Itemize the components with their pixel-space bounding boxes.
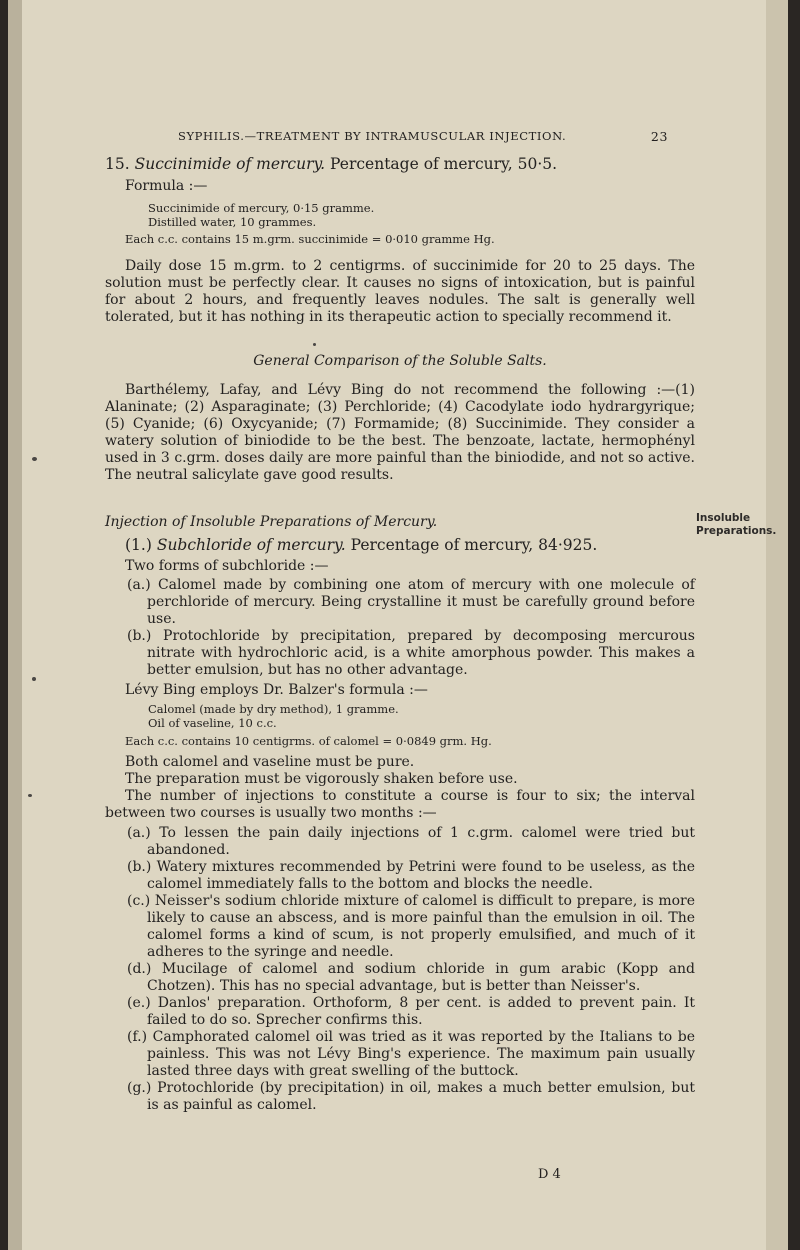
list-item: (a.) To lessen the pain daily injections of 1 c.grm. calomel were tried but abandoned. [127, 825, 695, 858]
formula-intro: Lévy Bing employs Dr. Balzer's formula :— [125, 682, 428, 698]
list-item: (f.) Camphorated calomel oil was tried as it was reported by the Italians to be painless. This was not Lévy Bing's experience. The maximum pain usually lasted three days with great swelling of the buttock. [127, 1029, 695, 1079]
list-item: (a.) Calomel made by combining one atom of mercury with one molecule of perchloride of mercury. Being crystalline it must be carefully ground before use. [127, 577, 695, 627]
page-number: 23 [650, 129, 668, 144]
book-page [8, 0, 788, 1250]
general-paragraph: Barthélemy, Lafay, and Lévy Bing do not recommend the following :—(1) Alaninate; (2) Asparaginate; (3) Perchloride; (4) Cacodylate iodo hydrargyrique; (5) Cyanide; (6) Oxycyanide; (7) Formamide; (8) Succinimide. They consider a watery solution of biniodide to be the best. The benzoate, lactate, hermophényl used in 3 c.grm. doses daily are more painful than the biniodide, and not so active. The neutral salicylate gave good results. [105, 382, 695, 483]
method-list [105, 825, 695, 1114]
item-title: Subchloride of mercury. [156, 536, 346, 554]
list-item: (e.) Danlos' preparation. Orthoform, 8 per cent. is added to prevent pain. It failed to do so. Sprecher confirms this. [127, 995, 695, 1028]
page-outer-edge [766, 0, 788, 1250]
item-percentage: Percentage of mercury, 84·925. [350, 536, 598, 554]
ink-speck [32, 457, 37, 461]
running-title: SYPHILIS.—TREATMENT BY INTRAMUSCULAR INJECTION. [178, 129, 567, 143]
list-item: (c.) Neisser's sodium chloride mixture of calomel is difficult to prepare, is more likely to cause an abscess, and is more painful than the emulsion in oil. The calomel forms a kind of scum, is not properly emulsified, and much of it adheres to the syringe and needle. [127, 893, 695, 960]
concentration-note: Each c.c. contains 15 m.grm. succinimide = 0·010 gramme Hg. [125, 232, 495, 246]
section-heading [105, 514, 695, 531]
insoluble-heading-text: Injection of Insoluble Preparations of Mercury. [105, 514, 438, 530]
item-title: Succinimide of mercury. [134, 155, 326, 173]
formula-line: Succinimide of mercury, 0·15 gramme. [148, 201, 375, 215]
ink-speck [313, 343, 316, 346]
margin-note: Insoluble Preparations. [696, 512, 777, 537]
section-heading [105, 353, 695, 370]
succinimide-heading [105, 154, 695, 174]
list-item: (d.) Mucilage of calomel and sodium chloride in gum arabic (Kopp and Chotzen). This has no special advantage, but is better than Neisser's. [127, 961, 695, 994]
general-heading-text: General Comparison of the Soluble Salts. [253, 353, 547, 369]
formula-label: Formula :— [125, 178, 208, 194]
item-number: 15. [105, 155, 130, 173]
formula-line: Oil of vaseline, 10 c.c. [148, 716, 277, 730]
formula-line: Distilled water, 10 grammes. [148, 215, 317, 229]
text-line: Both calomel and vaseline must be pure. [125, 754, 415, 770]
list-item: (b.) Watery mixtures recommended by Petrini were found to be useless, as the calomel immediately falls to the bottom and blocks the needle. [127, 859, 695, 892]
item-number: (1.) [125, 536, 152, 554]
list-item: (g.) Protochloride (by precipitation) in oil, makes a much better emulsion, but is as painful as calomel. [127, 1080, 695, 1113]
ink-speck [32, 677, 36, 681]
page-binding-edge [8, 0, 22, 1250]
running-head [178, 129, 668, 143]
page-body [105, 154, 695, 1114]
text-line: The preparation must be vigorously shaken before use. [125, 771, 518, 787]
formula-line: Calomel (made by dry method), 1 gramme. [148, 702, 399, 716]
list-item: (b.) Protochloride by precipitation, prepared by decomposing mercurous nitrate with hydrochloric acid, is a white amorphous powder. This makes a better emulsion, but has no other advantage. [127, 628, 695, 678]
signature-mark: D 4 [538, 1167, 561, 1182]
subchloride-heading [105, 535, 695, 555]
item-percentage: Percentage of mercury, 50·5. [330, 155, 558, 173]
course-paragraph: The number of injections to constitute a course is four to six; the interval between two courses is usually two months :— [105, 788, 695, 821]
ink-speck [28, 794, 32, 797]
succinimide-paragraph: Daily dose 15 m.grm. to 2 centigrms. of succinimide for 20 to 25 days. The solution must be perfectly clear. It causes no signs of intoxication, but is painful for about 2 hours, and frequently leaves nodules. The salt is generally well tolerated, but it has nothing in its therapeutic action to specially recommend it. [105, 258, 695, 325]
concentration-note: Each c.c. contains 10 centigrms. of calomel = 0·0849 grm. Hg. [125, 734, 492, 748]
forms-intro: Two forms of subchloride :— [125, 558, 329, 574]
